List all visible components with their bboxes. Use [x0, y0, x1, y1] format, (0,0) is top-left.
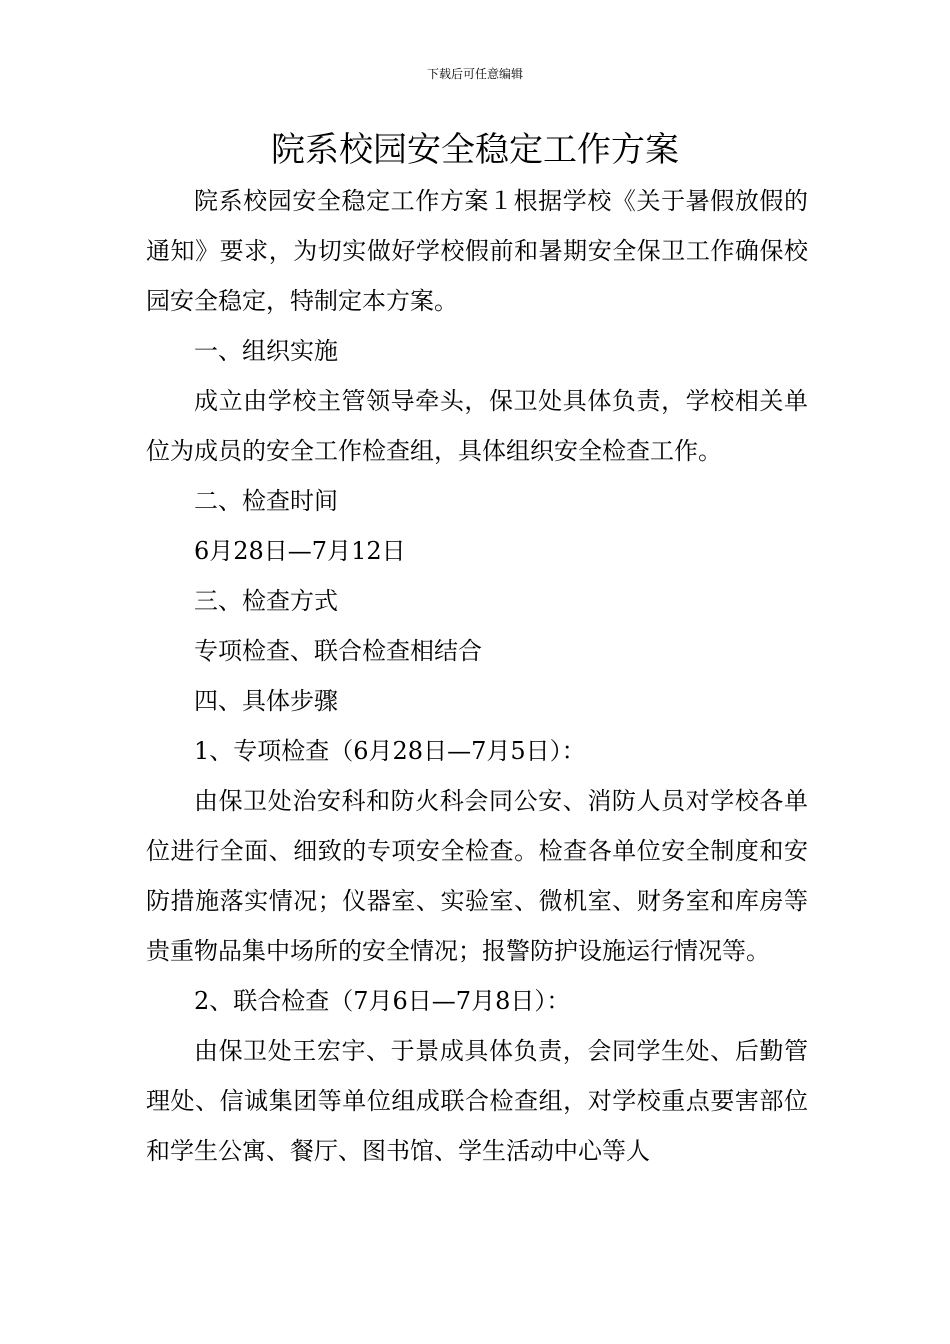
header-note: 下载后可任意编辑	[426, 67, 523, 81]
heading-organization: 一、组织实施	[194, 337, 338, 365]
document-title: 院系校园安全稳定工作方案	[271, 130, 679, 170]
paragraph-special-inspection: 由保卫处治安科和防火科会同公安、消防人员对学校各单位进行全面、细致的专项安全检查。检查各单位安全制度和安防措施落实情况；仪器室、实验室、微机室、财务室和库房等贵重物品集中场所的安全情况；报警防护设施运行情况等。	[146, 787, 808, 965]
subheading-special-inspection: 1、专项检查（6月28日—7月5日）：	[194, 737, 586, 765]
heading-inspection-time: 二、检查时间	[194, 487, 338, 515]
document-body	[146, 176, 808, 1176]
heading-steps: 四、具体步骤	[194, 687, 338, 715]
paragraph-joint-inspection: 由保卫处王宏宇、于景成具体负责，会同学生处、后勤管理处、信诚集团等单位组成联合检查组，对学校重点要害部位和学生公寓、餐厅、图书馆、学生活动中心等人	[146, 1037, 808, 1165]
paragraph-inspection-method: 专项检查、联合检查相结合	[194, 637, 482, 665]
paragraph-intro: 院系校园安全稳定工作方案１根据学校《关于暑假放假的通知》要求，为切实做好学校假前和暑期安全保卫工作确保校园安全稳定，特制定本方案。	[146, 187, 808, 315]
heading-inspection-method: 三、检查方式	[194, 587, 338, 615]
subheading-joint-inspection: 2、联合检查（7月6日—7月8日）：	[194, 987, 571, 1015]
paragraph-inspection-time: 6月28日—7月12日	[194, 537, 406, 565]
paragraph-organization: 成立由学校主管领导牵头，保卫处具体负责，学校相关单位为成员的安全工作检查组，具体组织安全检查工作。	[146, 387, 808, 465]
